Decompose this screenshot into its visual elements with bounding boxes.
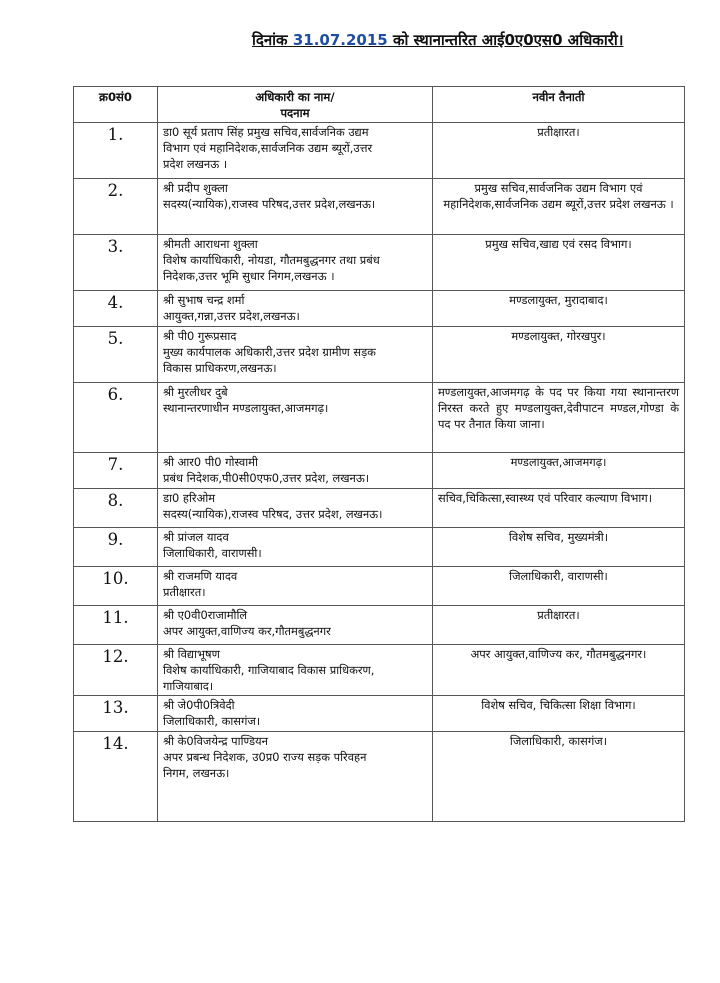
officer-cell xyxy=(158,567,433,606)
table-row xyxy=(74,489,685,528)
officer-line: आयुक्त,गन्ना,उत्तर प्रदेश,लखनऊ। xyxy=(163,309,300,323)
officer-cell xyxy=(158,528,433,567)
table-row xyxy=(74,696,685,732)
title-prefix: दिनांक xyxy=(252,31,288,49)
officer-line: श्री विद्याभूषण xyxy=(163,647,220,661)
officer-cell xyxy=(158,696,433,732)
officer-cell xyxy=(158,123,433,179)
officer-line: श्री प्रदीप शुक्ला xyxy=(163,181,228,195)
officer-line: मुख्य कार्यपालक अधिकारी,उत्तर प्रदेश ग्रामीण सड़क xyxy=(163,345,376,359)
table-row xyxy=(74,179,685,235)
serial-number: 14. xyxy=(74,732,158,822)
transfer-table xyxy=(73,86,685,822)
serial-number: 6. xyxy=(74,383,158,453)
officer-line: विभाग एवं महानिदेशक,सार्वजनिक उद्यम ब्यूरों,उत्तर xyxy=(163,141,373,155)
serial-number: 11. xyxy=(74,606,158,645)
officer-cell xyxy=(158,327,433,383)
table-row xyxy=(74,606,685,645)
officer-cell xyxy=(158,179,433,235)
posting-cell: प्रमुख सचिव,खाद्य एवं रसद विभाग। xyxy=(433,235,685,291)
officer-line: प्रदेश लखनऊ । xyxy=(163,157,228,171)
table-row xyxy=(74,732,685,822)
posting-cell: अपर आयुक्त,वाणिज्य कर, गौतमबुद्धनगर। xyxy=(433,645,685,696)
serial-number: 9. xyxy=(74,528,158,567)
officer-line: विशेष कार्याधिकारी, नोयडा, गौतमबुद्धनगर तथा प्रबंध xyxy=(163,253,380,267)
officer-cell xyxy=(158,732,433,822)
table-row xyxy=(74,453,685,489)
table-header-row xyxy=(74,87,685,123)
officer-line: प्रतीक्षारत। xyxy=(163,585,206,599)
table-row xyxy=(74,291,685,327)
posting-cell: मण्डलायुक्त,आजमगढ़ के पद पर किया गया स्थानान्तरण निरस्त करते हुए मण्डलायुक्त,देवीपाटन मण्डल,गोण्डा के पद पर तैनात किया जाना। xyxy=(433,383,685,453)
header-serial: क्र0सं0 xyxy=(74,87,158,123)
officer-cell xyxy=(158,645,433,696)
officer-line: सदस्य(न्यायिक),राजस्व परिषद, उत्तर प्रदेश, लखनऊ। xyxy=(163,507,383,521)
officer-line: निदेशक,उत्तर भूमि सुधार निगम,लखनऊ । xyxy=(163,269,335,283)
posting-cell: विशेष सचिव, मुख्यमंत्री। xyxy=(433,528,685,567)
posting-cell: मण्डलायुक्त,आजमगढ़। xyxy=(433,453,685,489)
posting-cell: प्रमुख सचिव,सार्वजनिक उद्यम विभाग एवं महानिदेशक,सार्वजनिक उद्यम ब्यूरों,उत्तर प्रदेश लखनऊ । xyxy=(433,179,685,235)
officer-line: श्री आर0 पी0 गोस्वामी xyxy=(163,455,258,469)
table-row xyxy=(74,383,685,453)
serial-number: 8. xyxy=(74,489,158,528)
officer-line: श्री सुभाष चन्द्र शर्मा xyxy=(163,293,245,307)
table-body xyxy=(74,123,685,822)
table-row xyxy=(74,528,685,567)
serial-number: 5. xyxy=(74,327,158,383)
header-officer-line2: पदनाम xyxy=(280,106,310,120)
officer-line: श्री के0विजयेन्द्र पाण्डियन xyxy=(163,734,268,748)
officer-line: श्री मुरलीधर दुबे xyxy=(163,385,228,399)
header-officer-line1: अधिकारी का नाम/ xyxy=(255,90,335,104)
officer-line: श्रीमती आराधना शुक्ला xyxy=(163,237,258,251)
officer-line: जिलाधिकारी, वाराणसी। xyxy=(163,546,262,560)
posting-cell: प्रतीक्षारत। xyxy=(433,606,685,645)
serial-number: 3. xyxy=(74,235,158,291)
posting-cell: जिलाधिकारी, वाराणसी। xyxy=(433,567,685,606)
table-row xyxy=(74,567,685,606)
officer-cell xyxy=(158,489,433,528)
officer-line: श्री जे0पी0त्रिवेदी xyxy=(163,698,235,712)
officer-line: स्थानान्तरणाधीन मण्डलायुक्त,आजमगढ़। xyxy=(163,401,329,415)
officer-line: गाजियाबाद। xyxy=(163,679,214,693)
posting-cell: विशेष सचिव, चिकित्सा शिक्षा विभाग। xyxy=(433,696,685,732)
serial-number: 7. xyxy=(74,453,158,489)
title-date: 31.07.2015 xyxy=(292,31,388,49)
posting-cell: सचिव,चिकित्सा,स्वास्थ्य एवं परिवार कल्याण विभाग। xyxy=(433,489,685,528)
table-row xyxy=(74,123,685,179)
officer-line: प्रबंध निदेशक,पी0सी0एफ0,उत्तर प्रदेश, लखनऊ। xyxy=(163,471,370,485)
page-title xyxy=(252,30,623,50)
posting-cell: प्रतीक्षारत। xyxy=(433,123,685,179)
serial-number: 2. xyxy=(74,179,158,235)
officer-line: सदस्य(न्यायिक),राजस्व परिषद,उत्तर प्रदेश,लखनऊ। xyxy=(163,197,376,211)
officer-line: डा0 हरिओम xyxy=(163,491,216,505)
officer-line: श्री ए0वी0राजामौलि xyxy=(163,608,248,622)
serial-number: 13. xyxy=(74,696,158,732)
serial-number: 12. xyxy=(74,645,158,696)
officer-line: विकास प्राधिकरण,लखनऊ। xyxy=(163,361,277,375)
posting-cell: मण्डलायुक्त, मुरादाबाद। xyxy=(433,291,685,327)
officer-line: अपर आयुक्त,वाणिज्य कर,गौतमबुद्धनगर xyxy=(163,624,331,638)
serial-number: 10. xyxy=(74,567,158,606)
posting-cell: जिलाधिकारी, कासगंज। xyxy=(433,732,685,822)
officer-line: निगम, लखनऊ। xyxy=(163,766,230,780)
officer-cell xyxy=(158,235,433,291)
officer-line: श्री प्रांजल यादव xyxy=(163,530,229,544)
officer-cell xyxy=(158,453,433,489)
serial-number: 1. xyxy=(74,123,158,179)
officer-cell xyxy=(158,606,433,645)
table-row xyxy=(74,327,685,383)
officer-cell xyxy=(158,383,433,453)
officer-line: विशेष कार्याधिकारी, गाजियाबाद विकास प्राधिकरण, xyxy=(163,663,375,677)
officer-line: डा0 सूर्य प्रताप सिंह प्रमुख सचिव,सार्वजनिक उद्यम xyxy=(163,125,369,139)
posting-cell: मण्डलायुक्त, गोरखपुर। xyxy=(433,327,685,383)
table-row xyxy=(74,645,685,696)
serial-number: 4. xyxy=(74,291,158,327)
officer-line: श्री राजमणि यादव xyxy=(163,569,238,583)
officer-line: श्री पी0 गुरूप्रसाद xyxy=(163,329,237,343)
header-posting: नवीन तैनाती xyxy=(433,87,685,123)
officer-line: जिलाधिकारी, कासगंज। xyxy=(163,714,261,728)
table-row xyxy=(74,235,685,291)
officer-cell xyxy=(158,291,433,327)
header-officer xyxy=(158,87,433,123)
title-suffix: को स्थानान्तरित आई0ए0एस0 अधिकारी। xyxy=(392,31,624,49)
officer-line: अपर प्रबन्ध निदेशक, उ0प्र0 राज्य सड़क परिवहन xyxy=(163,750,367,764)
